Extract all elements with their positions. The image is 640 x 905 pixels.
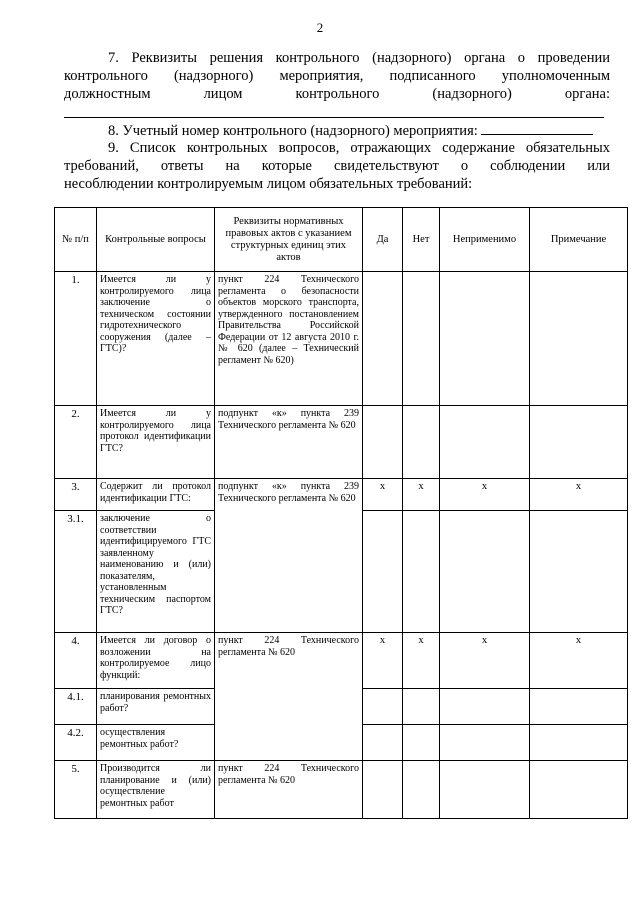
row-3-1-num: 3.1. — [55, 511, 97, 633]
row-2-question: Имеется ли у контролируемого лица протокол идентификации ГТС? — [97, 406, 215, 479]
row-1-na-cell[interactable] — [440, 272, 530, 406]
row-4-1-note-cell[interactable] — [530, 689, 628, 725]
row-3-1-na-cell[interactable] — [440, 511, 530, 633]
row-1-requisites: пункт 224 Технического регламента о безопасности объектов морского транспорта, утвержденного постановлением Правительства Российской Федерации от 12 августа 2010 г. № 620 (далее – Технический регламент № 620) — [215, 272, 363, 406]
row-1-yes-cell[interactable] — [363, 272, 403, 406]
row-1-note-cell[interactable] — [530, 272, 628, 406]
item-8-blank — [481, 122, 593, 135]
row-3-1-yes-cell[interactable] — [363, 511, 403, 633]
row-3-no-mark: x — [403, 479, 440, 511]
row-5-na-cell[interactable] — [440, 761, 530, 819]
item-7-line-1: 7. Реквизиты решения контрольного (надзорного) органа о проведении — [108, 50, 610, 66]
table-row — [55, 479, 628, 511]
row-2-no-cell[interactable] — [403, 406, 440, 479]
item-8-text: 8. Учетный номер контрольного (надзорного) мероприятия: — [108, 123, 478, 139]
row-1-num: 1. — [55, 272, 97, 406]
header-num: № п/п — [55, 208, 97, 272]
row-4-no-mark: x — [403, 633, 440, 689]
table-row — [55, 761, 628, 819]
item-9-line-1: 9. Список контрольных вопросов, отражающих содержание обязательных — [108, 140, 610, 156]
checklist-table — [54, 207, 628, 819]
row-4-2-note-cell[interactable] — [530, 725, 628, 761]
item-9-paragraph — [64, 139, 610, 193]
row-1-no-cell[interactable] — [403, 272, 440, 406]
row-3-1-question: заключение о соответствии идентифицируемого ГТС заявленному наименованию и (или) показателям, установленным техническим паспортом ГТС? — [97, 511, 215, 633]
item-7-paragraph — [64, 49, 610, 103]
header-yes: Да — [363, 208, 403, 272]
table-row — [55, 272, 628, 406]
item-7-blank-line — [64, 117, 604, 118]
row-3-question: Содержит ли протокол идентификации ГТС: — [97, 479, 215, 511]
row-5-question: Производится ли планирование и (или) осуществление ремонтных работ — [97, 761, 215, 819]
row-4-1-na-cell[interactable] — [440, 689, 530, 725]
item-7-line-3: должностным лицом контрольного (надзорного) органа: — [64, 86, 610, 102]
row-4-2-question: осуществления ремонтных работ? — [97, 725, 215, 761]
row-3-1-no-cell[interactable] — [403, 511, 440, 633]
row-3-1-note-cell[interactable] — [530, 511, 628, 633]
row-2-num: 2. — [55, 406, 97, 479]
page-number: 2 — [316, 20, 324, 35]
item-8-paragraph — [64, 122, 640, 140]
row-4-2-no-cell[interactable] — [403, 725, 440, 761]
row-4-2-yes-cell[interactable] — [363, 725, 403, 761]
row-4-1-num: 4.1. — [55, 689, 97, 725]
row-4-1-no-cell[interactable] — [403, 689, 440, 725]
item-7-line-2: контрольного (надзорного) мероприятия, подписанного уполномоченным — [64, 68, 610, 84]
row-2-yes-cell[interactable] — [363, 406, 403, 479]
header-note: Примечание — [530, 208, 628, 272]
header-not-applicable: Неприменимо — [440, 208, 530, 272]
item-9-line-2: требований, ответы на которые свидетельствуют о соблюдении или — [64, 158, 610, 174]
row-3-num: 3. — [55, 479, 97, 511]
row-4-1-yes-cell[interactable] — [363, 689, 403, 725]
row-5-yes-cell[interactable] — [363, 761, 403, 819]
item-9-line-3: несоблюдении контролируемым лицом обязательных требований: — [64, 176, 473, 192]
row-2-na-cell[interactable] — [440, 406, 530, 479]
row-3-note-mark: x — [530, 479, 628, 511]
row-3-yes-mark: x — [363, 479, 403, 511]
row-5-requisites: пункт 224 Технического регламента № 620 — [215, 761, 363, 819]
row-1-question: Имеется ли у контролируемого лица заключение о техническом состоянии гидротехнического сооружения (далее – ГТС)? — [97, 272, 215, 406]
table-row — [55, 406, 628, 479]
row-4-requisites: пункт 224 Технического регламента № 620 — [215, 633, 363, 761]
row-4-na-mark: x — [440, 633, 530, 689]
header-question: Контрольные вопросы — [97, 208, 215, 272]
row-4-2-num: 4.2. — [55, 725, 97, 761]
row-5-no-cell[interactable] — [403, 761, 440, 819]
row-4-note-mark: x — [530, 633, 628, 689]
row-4-yes-mark: x — [363, 633, 403, 689]
row-3-requisites: подпункт «к» пункта 239 Технического регламента № 620 — [215, 479, 363, 633]
row-2-requisites: подпункт «к» пункта 239 Технического регламента № 620 — [215, 406, 363, 479]
header-no: Нет — [403, 208, 440, 272]
row-2-note-cell[interactable] — [530, 406, 628, 479]
row-4-1-question: планирования ремонтных работ? — [97, 689, 215, 725]
row-5-note-cell[interactable] — [530, 761, 628, 819]
row-4-2-na-cell[interactable] — [440, 725, 530, 761]
table-header-row — [55, 208, 628, 272]
row-3-na-mark: x — [440, 479, 530, 511]
table-row — [55, 633, 628, 689]
row-5-num: 5. — [55, 761, 97, 819]
row-4-question: Имеется ли договор о возложении на контролируемое лицо функций: — [97, 633, 215, 689]
row-4-num: 4. — [55, 633, 97, 689]
header-requisites: Реквизиты нормативных правовых актов с указанием структурных единиц этих актов — [215, 208, 363, 272]
